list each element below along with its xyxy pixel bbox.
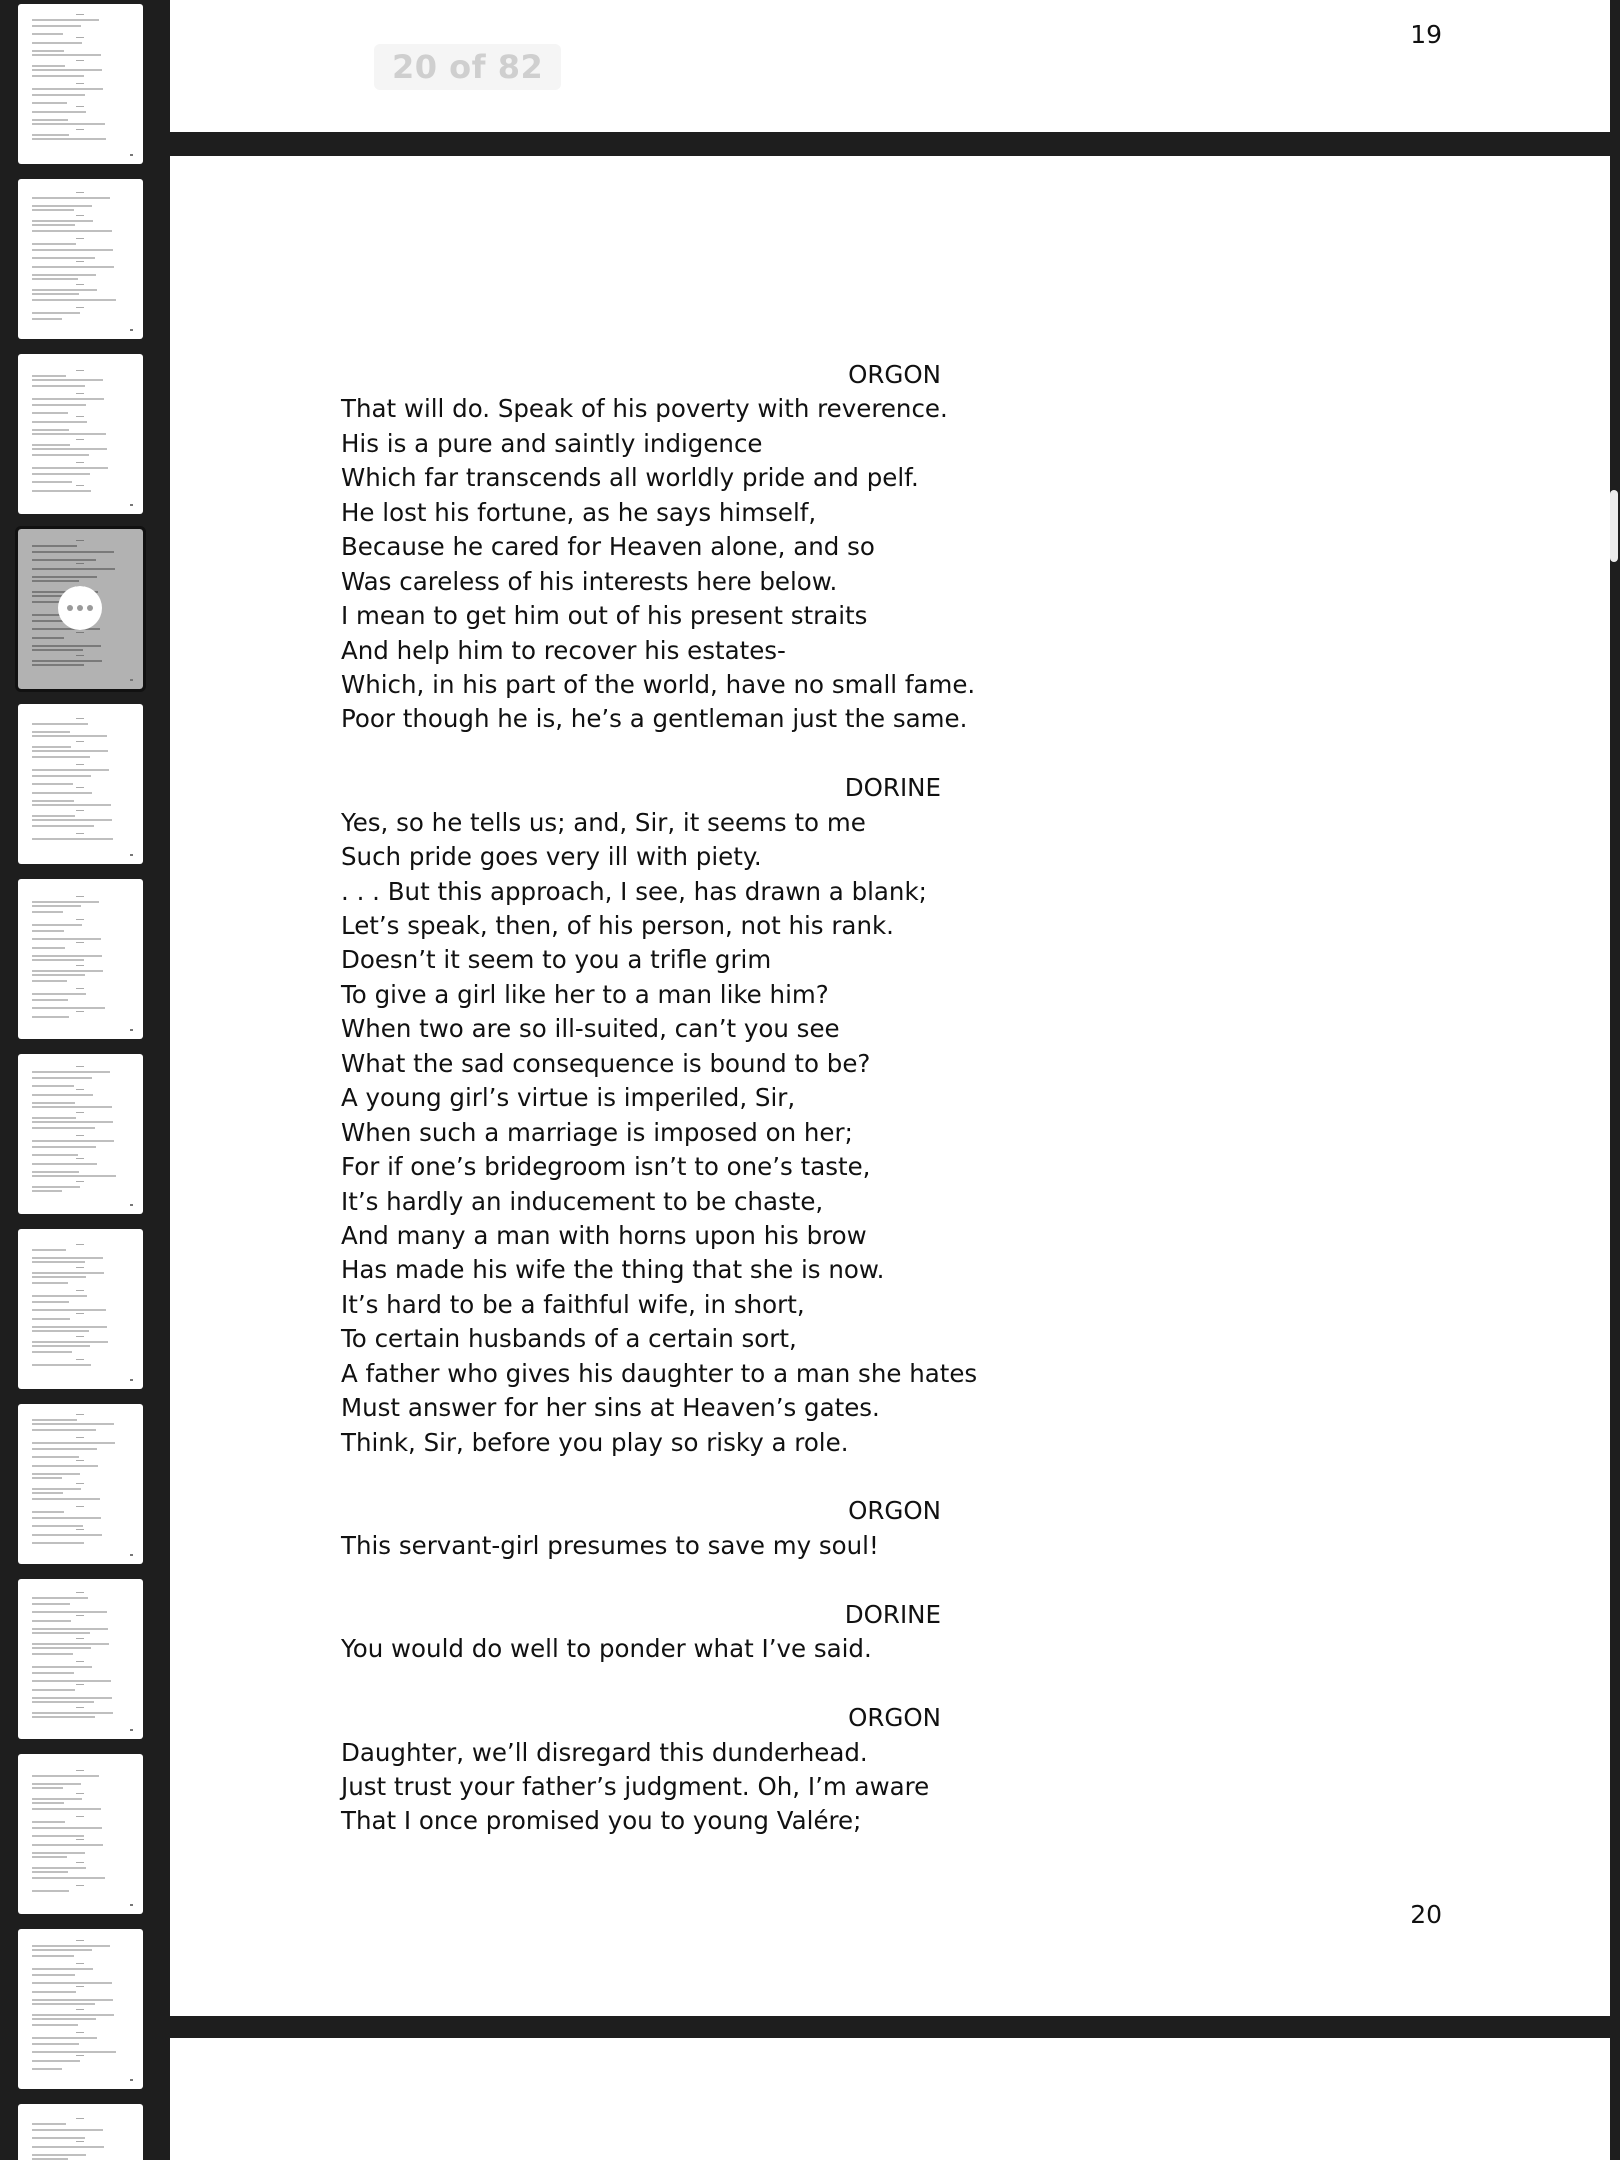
verse-line: And help him to recover his estates- — [341, 635, 786, 665]
speaker-name: ORGON — [848, 360, 941, 389]
verse-line: What the sad consequence is bound to be? — [341, 1048, 871, 1078]
speaker-name: DORINE — [844, 1599, 941, 1629]
page-thumbnail[interactable] — [18, 529, 143, 689]
verse-line: Such pride goes very ill with piety. — [341, 842, 762, 872]
page-thumbnail[interactable] — [18, 1754, 143, 1914]
speech-gap — [341, 1563, 941, 1597]
verse-line: . . . But this approach, I see, has drawn a blank; — [341, 876, 927, 906]
verse-line: Let’s speak, then, of his person, not his rank. — [341, 911, 894, 940]
verse-line: Because he cared for Heaven alone, and so — [341, 532, 875, 562]
page-number: 20 — [1410, 1900, 1442, 1929]
verse-line: He lost his fortune, as he says himself, — [341, 497, 817, 527]
speech-block — [341, 1494, 941, 1563]
speech-block — [341, 1701, 941, 1839]
page-19 — [170, 0, 1610, 132]
verse-line: Yes, so he tells us; and, Sir, it seems to me — [341, 807, 866, 837]
speech-gap — [341, 1460, 941, 1494]
thumbnail-sidebar — [0, 0, 160, 2160]
verse-line: It’s hard to be a faithful wife, in short, — [341, 1289, 805, 1319]
page-21 — [170, 2038, 1610, 2160]
page-thumbnail[interactable] — [18, 1404, 143, 1564]
speaker-name: DORINE — [844, 773, 941, 803]
page-thumbnail[interactable] — [18, 354, 143, 514]
page-thumbnail[interactable] — [18, 2104, 143, 2160]
verse-line: Which, in his part of the world, have no small fame. — [341, 669, 976, 699]
page-thumbnail[interactable] — [18, 179, 143, 339]
page-thumbnail[interactable] — [18, 879, 143, 1039]
scroll-position-marker[interactable] — [1610, 490, 1618, 562]
verse-line: It’s hardly an inducement to be chaste, — [341, 1186, 824, 1216]
verse-line: You would do well to ponder what I’ve said. — [341, 1634, 872, 1664]
speaker-name: ORGON — [848, 1703, 941, 1733]
verse-line: Must answer for her sins at Heaven’s gates. — [341, 1393, 880, 1423]
verse-line: Think, Sir, before you play so risky a role. — [341, 1427, 849, 1457]
speech-block — [341, 771, 978, 1460]
verse-line: Doesn’t it seem to you a trifle grim — [341, 945, 772, 975]
more-options-icon[interactable] — [58, 586, 102, 630]
script-text — [341, 358, 978, 1839]
verse-line: Poor though he is, he’s a gentleman just the same. — [341, 704, 968, 734]
verse-line: For if one’s bridegroom isn’t to one’s taste, — [341, 1152, 871, 1182]
speech-gap — [341, 1667, 941, 1701]
verse-line: That will do. Speak of his poverty with reverence. — [341, 394, 948, 424]
page-thumbnail[interactable] — [18, 704, 143, 864]
page-20 — [170, 156, 1610, 2016]
page-thumbnail[interactable] — [18, 1229, 143, 1389]
page-thumbnail[interactable] — [18, 1929, 143, 2089]
verse-line: His is a pure and saintly indigence — [341, 428, 763, 458]
verse-line: To give a girl like her to a man like him? — [341, 979, 829, 1009]
speech-gap — [341, 737, 941, 771]
page-number: 19 — [1410, 20, 1442, 49]
verse-line: This servant-girl presumes to save my soul! — [341, 1530, 879, 1560]
verse-line: And many a man with horns upon his brow — [341, 1220, 867, 1250]
page-indicator: 20 of 82 — [374, 44, 561, 90]
verse-line: When two are so ill-suited, can’t you see — [341, 1014, 840, 1044]
page-thumbnail[interactable] — [18, 1054, 143, 1214]
speech-block — [341, 1598, 941, 1667]
speech-block — [341, 358, 976, 737]
speaker-name: ORGON — [848, 1496, 941, 1526]
verse-line: A young girl’s virtue is imperiled, Sir, — [341, 1083, 796, 1113]
verse-line: Was careless of his interests here below. — [341, 566, 838, 596]
verse-line: I mean to get him out of his present straits — [341, 601, 868, 631]
page-thumbnail[interactable] — [18, 1579, 143, 1739]
page-thumbnail[interactable] — [18, 4, 143, 164]
verse-line: Which far transcends all worldly pride and pelf. — [341, 463, 919, 493]
verse-line: A father who gives his daughter to a man she hates — [341, 1358, 978, 1388]
verse-line: When such a marriage is imposed on her; — [341, 1117, 853, 1147]
verse-line: Has made his wife the thing that she is now. — [341, 1255, 885, 1285]
verse-line: That I once promised you to young Valére; — [341, 1806, 862, 1836]
verse-line: To certain husbands of a certain sort, — [341, 1324, 797, 1354]
verse-line: Daughter, we’ll disregard this dunderhead. — [341, 1737, 868, 1767]
verse-line: Just trust your father’s judgment. Oh, I’m aware — [341, 1771, 930, 1801]
